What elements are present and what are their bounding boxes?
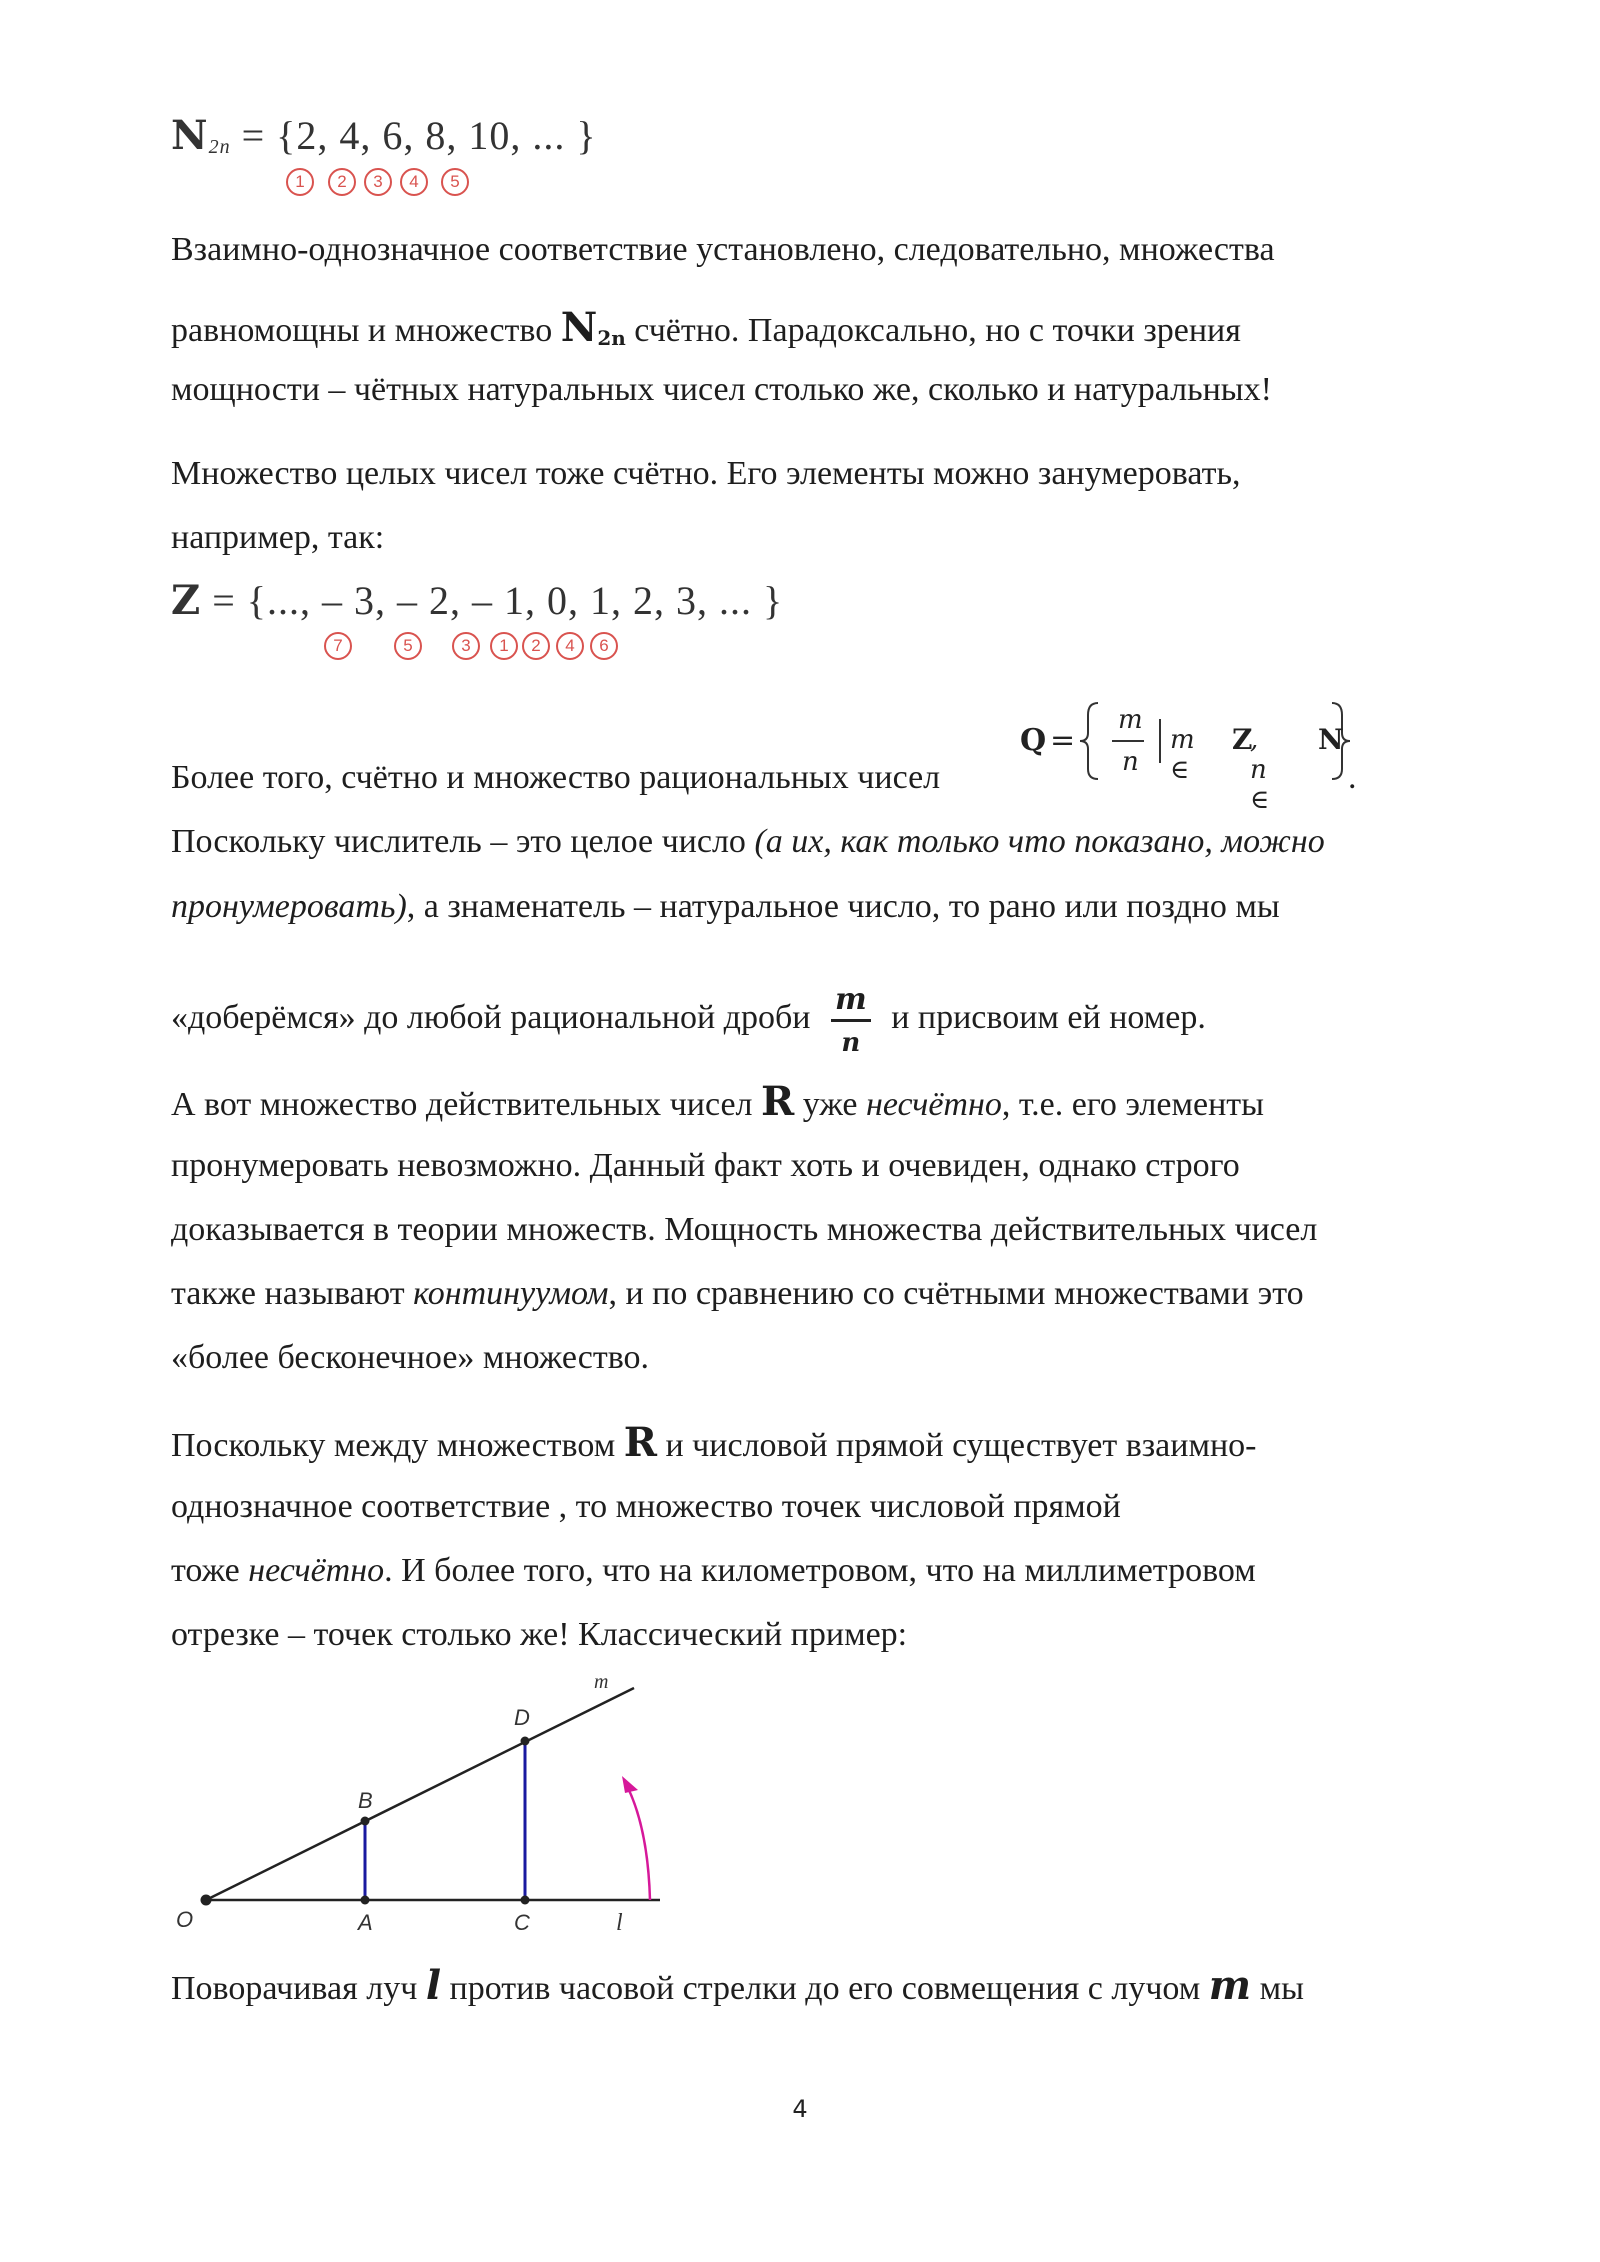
q-condition-a: m ∈ — [1170, 725, 1195, 785]
marker-circle: 1 — [490, 632, 518, 660]
label-c: C — [514, 1910, 530, 1930]
q-denominator: n — [1122, 747, 1139, 777]
text-span: против часовой стрелки до его совмещения с лучом — [449, 1970, 1201, 2007]
point-d — [521, 1737, 530, 1746]
text-span: и числовой прямой существует взаимно- — [665, 1427, 1257, 1464]
marker-circle: 5 — [394, 632, 422, 660]
ray-symbol-l: l — [425, 1962, 442, 2009]
marker-circle: 5 — [441, 168, 469, 196]
marker-circle: 4 — [556, 632, 584, 660]
formula-z-equals: = — [212, 578, 236, 623]
paragraph-1-line-1: Взаимно-однозначное соответствие установлено, следовательно, множества — [171, 231, 1275, 268]
label-b: B — [358, 1788, 373, 1813]
text-span: уже — [802, 1086, 858, 1123]
italic-span: пронумеровать) — [171, 888, 407, 925]
formula-z-body: {..., – 3, – 2, – 1, 0, 1, 2, 3, ... } — [246, 578, 784, 623]
q-condition-b: , n ∈ — [1250, 725, 1270, 815]
italic-span: континуумом — [413, 1275, 609, 1312]
text-span: счётно. Парадоксально, но с точки зрения — [634, 312, 1241, 349]
text-span: и присвоим ей номер. — [891, 999, 1206, 1036]
text-span: Поскольку между множеством — [171, 1427, 616, 1464]
paragraph-3-line-1: Более того, счётно и множество рациональных чисел — [171, 759, 941, 796]
label-d: D — [514, 1705, 530, 1730]
paragraph-3-line-1-end: . — [1348, 759, 1357, 796]
fraction-m-over-n — [831, 981, 871, 1058]
set-symbol-n2n — [561, 304, 626, 351]
q-symbol: Q — [1020, 723, 1047, 758]
formula-n2n-subscript: 2n — [208, 136, 231, 158]
formula-n2n-body: {2, 4, 6, 8, 10, ... } — [276, 113, 597, 158]
formula-z-symbol: Z — [171, 577, 202, 624]
text-span: , т.е. его элементы — [1001, 1086, 1264, 1123]
left-brace — [1080, 703, 1098, 779]
formula-z — [171, 577, 783, 624]
formula-n2n-equals: = — [241, 113, 266, 158]
paragraph-4-line-5: «более бесконечное» множество. — [171, 1339, 650, 1376]
paragraph-3-line-4 — [171, 948, 1206, 1088]
marker-circle: 7 — [324, 632, 352, 660]
paragraph-2-line-1: Множество целых чисел тоже счётно. Его элементы можно занумеровать, — [171, 455, 1241, 492]
text-span: «доберёмся» до любой рациональной дроби — [171, 999, 811, 1036]
text-span: А вот множество действительных чисел — [171, 1086, 753, 1123]
italic-span: (а их, как только что показано, можно — [754, 823, 1325, 860]
paragraph-5-line-2: однозначное соответствие , то множество точек числовой прямой — [171, 1488, 1121, 1525]
text-span: равномощны и множество — [171, 312, 553, 349]
label-m: m — [594, 1671, 609, 1693]
set-symbol-r: R — [623, 1419, 657, 1466]
text-span: тоже — [171, 1552, 240, 1589]
formula-n2n-symbol: N — [171, 112, 209, 159]
paragraph-6-line-1 — [171, 1954, 1304, 2021]
paragraph-4-line-1 — [171, 1070, 1264, 1137]
text-span: также называют — [171, 1275, 405, 1312]
rotation-arrow — [628, 1788, 650, 1900]
marker-circle: 1 — [286, 168, 314, 196]
point-c — [521, 1896, 530, 1905]
fraction-denominator: n — [841, 1027, 861, 1058]
text-span: . И более того, что на километровом, что на миллиметровом — [384, 1552, 1256, 1589]
q-equals: = — [1050, 723, 1076, 758]
paragraph-3-line-3 — [171, 875, 1280, 939]
paragraph-4-line-3: доказывается в теории множеств. Мощность множества действительных чисел — [171, 1211, 1318, 1248]
text-span: , а знаменатель – натуральное число, то рано или поздно мы — [406, 888, 1280, 925]
label-o: O — [176, 1907, 194, 1930]
q-condition-z: Z — [1232, 723, 1253, 756]
text-span: , и по сравнению со счётными множествами это — [608, 1275, 1304, 1312]
paragraph-3-line-2 — [171, 810, 1325, 874]
set-symbol-r: R — [761, 1078, 795, 1125]
paragraph-4-line-4 — [171, 1262, 1304, 1326]
text-span: мы — [1259, 1970, 1304, 2007]
marker-circle: 3 — [452, 632, 480, 660]
paragraph-5-line-3 — [171, 1539, 1256, 1603]
paragraph-5-line-4: отрезке – точек столько же! Классический пример: — [171, 1616, 908, 1653]
text-span: Поскольку числитель – это целое число — [171, 823, 746, 860]
label-l: l — [616, 1910, 623, 1930]
point-a — [361, 1896, 370, 1905]
formula-n2n — [171, 112, 597, 159]
ray-symbol-m: m — [1208, 1962, 1252, 2009]
page-number: 4 — [792, 2095, 808, 2123]
paragraph-2-line-2: например, так: — [171, 519, 385, 556]
paragraph-5-line-1 — [171, 1411, 1257, 1478]
symbol-letter: N — [560, 304, 598, 351]
label-a: A — [358, 1910, 373, 1930]
fraction-numerator: m — [831, 985, 871, 1022]
paragraph-4-line-2: пронумеровать невозможно. Данный факт хоть и очевиден, однако строго — [171, 1147, 1240, 1184]
symbol-subscript: 2n — [597, 326, 626, 350]
italic-span: несчётно — [865, 1086, 1002, 1123]
geometry-diagram — [168, 1660, 688, 1930]
marker-circle: 4 — [400, 168, 428, 196]
text-span: Поворачивая луч — [171, 1970, 418, 2007]
ray-m — [206, 1688, 634, 1900]
point-b — [361, 1817, 370, 1826]
italic-span: несчётно — [248, 1552, 385, 1589]
q-condition-n: N — [1318, 723, 1344, 756]
point-o — [201, 1895, 212, 1906]
q-numerator: m — [1118, 705, 1143, 735]
rotation-arrowhead — [622, 1776, 638, 1793]
marker-circle: 3 — [364, 168, 392, 196]
marker-circle: 6 — [590, 632, 618, 660]
paragraph-1-line-3: мощности – чётных натуральных чисел столько же, сколько и натуральных! — [171, 371, 1272, 408]
marker-circle: 2 — [328, 168, 356, 196]
marker-circle: 2 — [522, 632, 550, 660]
